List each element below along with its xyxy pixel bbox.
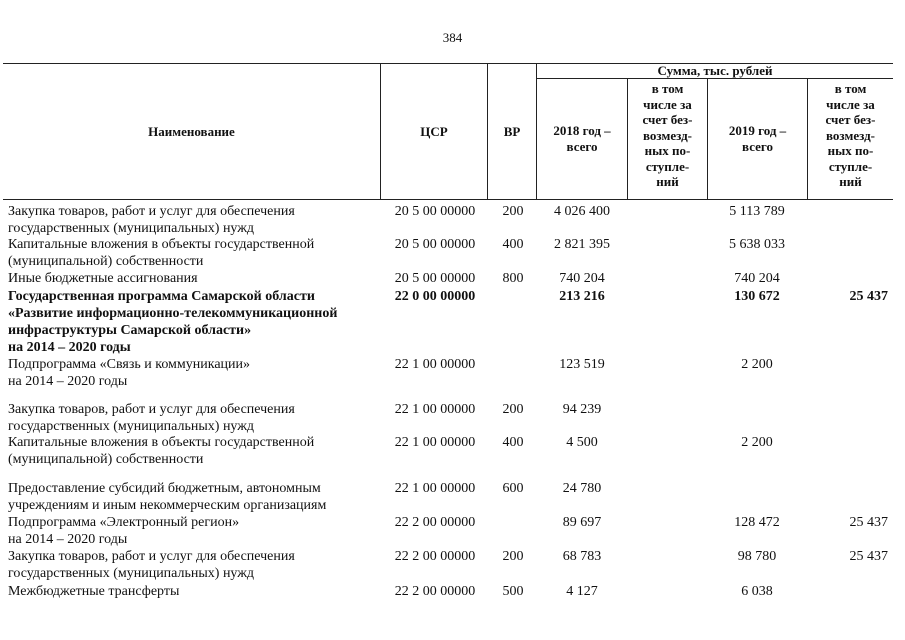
row-sum-2018: 123 519	[559, 357, 605, 372]
row-name-line: Закупка товаров, работ и услуг для обеспечения	[8, 204, 295, 219]
row-name	[8, 203, 380, 237]
row-sum-2018: 2 821 395	[554, 237, 610, 252]
row-name-line: (муниципальной) собственности	[8, 452, 204, 467]
row-name-line: государственных (муниципальных) нужд	[8, 566, 255, 581]
row-name	[8, 288, 380, 356]
header-2019-total	[708, 79, 807, 199]
row-name	[8, 548, 380, 582]
row-name	[8, 480, 380, 514]
row-sum-2019: 98 780	[737, 549, 777, 564]
header-2018-free-line: ных по-	[644, 143, 691, 158]
row-vr: 400	[502, 237, 524, 252]
row-free-2019: 25 437	[849, 289, 888, 304]
row-name	[8, 514, 380, 548]
row-vr: 400	[502, 435, 524, 450]
header-2019-free-line: в том	[834, 81, 867, 96]
row-sum-2018: 68 783	[562, 549, 602, 564]
header-2019-free-line: возмезд-	[826, 127, 875, 143]
header-sum-group: Сумма, тыс. рублей	[657, 62, 773, 78]
row-sum-2018: 4 127	[566, 584, 598, 599]
row-sum-2018: 24 780	[562, 481, 602, 496]
page-number: 384	[442, 30, 463, 45]
row-csr: 22 1 00 00000	[394, 481, 476, 496]
header-2018-free-line: счет без-	[642, 112, 693, 127]
header-2019-free-line: числе за	[826, 96, 875, 112]
row-name	[8, 236, 380, 270]
row-csr: 22 0 00 00000	[394, 289, 476, 304]
row-name-line: Государственная программа Самарской области	[8, 289, 315, 304]
header-2019-free-line: ний	[839, 174, 862, 189]
header-2018-free-line: ний	[656, 174, 679, 189]
row-csr: 22 2 00 00000	[394, 549, 476, 564]
row-name-line: Иные бюджетные ассигнования	[8, 271, 198, 286]
header-2018-free-line: возмезд-	[643, 127, 692, 143]
row-name	[8, 270, 380, 287]
row-name	[8, 356, 380, 390]
row-vr: 200	[502, 402, 524, 417]
row-vr: 600	[502, 481, 524, 496]
row-name-line: учреждениям и иным некоммерческим организациям	[8, 498, 327, 513]
row-vr: 200	[502, 549, 524, 564]
row-name-line: (муниципальной) собственности	[8, 254, 204, 269]
header-vr: ВР	[503, 123, 521, 139]
header-2019-free	[808, 81, 893, 199]
row-sum-2019: 2 200	[741, 357, 773, 372]
header-2018-free-line: ступле-	[645, 158, 690, 174]
row-sum-2018: 94 239	[562, 402, 602, 417]
row-csr: 22 2 00 00000	[394, 584, 476, 599]
header-2018-free	[628, 81, 707, 199]
row-free-2019: 25 437	[849, 515, 888, 530]
row-name-line: на 2014 – 2020 годы	[8, 374, 128, 389]
row-name-line: Подпрограмма «Электронный регион»	[8, 515, 240, 530]
header-2018-free-line: числе за	[643, 96, 692, 112]
header-2018-total-line: всего	[566, 139, 598, 154]
row-name-line: государственных (муниципальных) нужд	[8, 221, 255, 236]
row-sum-2019: 2 200	[741, 435, 773, 450]
row-csr: 20 5 00 00000	[394, 271, 476, 286]
header-2019-total-line: всего	[742, 139, 773, 154]
row-name-line: на 2014 – 2020 годы	[8, 532, 128, 547]
header-2018-total	[537, 79, 627, 199]
row-vr: 200	[502, 204, 524, 219]
header-2018-total-line: 2018 год –	[553, 123, 611, 138]
row-name	[8, 434, 380, 468]
row-name-line: Капитальные вложения в объекты государственной	[8, 237, 315, 252]
row-name-line: Закупка товаров, работ и услуг для обеспечения	[8, 549, 295, 564]
header-name: Наименование	[148, 123, 235, 139]
row-csr: 22 1 00 00000	[394, 357, 476, 372]
row-name-line: инфраструктуры Самарской области»	[8, 323, 252, 338]
header-bottom-rule	[3, 199, 893, 200]
row-sum-2018: 740 204	[559, 271, 605, 286]
row-sum-2019: 130 672	[734, 289, 780, 304]
row-csr: 22 1 00 00000	[394, 402, 476, 417]
row-sum-2019: 6 038	[741, 584, 773, 599]
row-name-line: на 2014 – 2020 годы	[8, 340, 131, 355]
row-sum-2019: 5 638 033	[729, 237, 785, 252]
row-free-2019: 25 437	[849, 549, 888, 564]
row-sum-2019: 5 113 789	[729, 204, 785, 219]
row-name-line: Капитальные вложения в объекты государственной	[8, 435, 315, 450]
row-name-line: «Развитие информационно-телекоммуникационной	[8, 306, 338, 321]
header-csr: ЦСР	[420, 123, 448, 139]
row-sum-2018: 213 216	[559, 289, 605, 304]
header-2019-free-line: счет без-	[825, 112, 876, 127]
row-csr: 20 5 00 00000	[394, 237, 476, 252]
row-name-line: Закупка товаров, работ и услуг для обеспечения	[8, 402, 295, 417]
row-csr: 20 5 00 00000	[394, 204, 476, 219]
row-name-line: Предоставление субсидий бюджетным, автономным	[8, 481, 321, 496]
row-sum-2019: 128 472	[734, 515, 780, 530]
row-vr: 800	[502, 271, 524, 286]
row-sum-2019: 740 204	[734, 271, 780, 286]
row-name-line: Межбюджетные трансферты	[8, 584, 180, 599]
row-name	[8, 401, 380, 435]
row-name	[8, 583, 380, 600]
header-2019-free-line: ступле-	[828, 158, 873, 174]
row-name-line: государственных (муниципальных) нужд	[8, 419, 255, 434]
row-sum-2018: 89 697	[562, 515, 602, 530]
row-csr: 22 1 00 00000	[394, 435, 476, 450]
row-csr: 22 2 00 00000	[394, 515, 476, 530]
row-sum-2018: 4 500	[566, 435, 598, 450]
header-2019-free-line: ных по-	[827, 143, 874, 158]
row-name-line: Подпрограмма «Связь и коммуникации»	[8, 357, 251, 372]
header-2018-free-line: в том	[651, 81, 684, 96]
row-sum-2018: 4 026 400	[554, 204, 610, 219]
row-vr: 500	[502, 584, 524, 599]
header-2019-total-line: 2019 год –	[728, 123, 787, 138]
